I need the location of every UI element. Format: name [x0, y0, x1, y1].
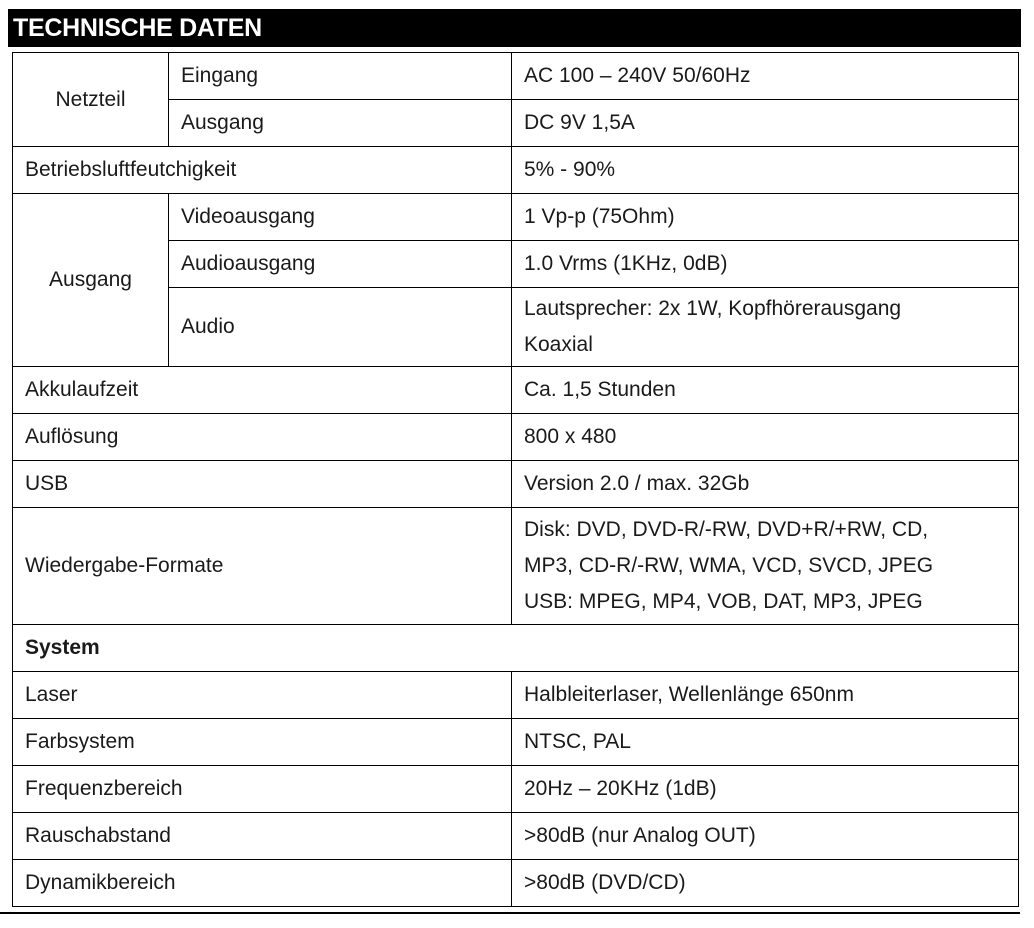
spec-label: USB [13, 461, 512, 508]
table-row [13, 860, 1019, 907]
spec-label: Eingang [169, 53, 512, 100]
spec-label: Akkulaufzeit [13, 367, 512, 414]
value-line: Koaxial [524, 333, 593, 356]
section-title: TECHNISCHE DATEN [13, 14, 262, 42]
value-line: USB: MPEG, MP4, VOB, DAT, MP3, JPEG [524, 590, 923, 613]
section-title-bar [8, 9, 1021, 47]
table-row [13, 508, 1019, 625]
spec-label: Laser [13, 672, 512, 719]
table-row [13, 147, 1019, 194]
spec-label: Betriebsluftfeutchigkeit [13, 147, 512, 194]
table-row [13, 672, 1019, 719]
spec-value: 1 Vp-p (75Ohm) [512, 194, 1019, 241]
spec-value: NTSC, PAL [512, 719, 1019, 766]
spec-value: 5% - 90% [512, 147, 1019, 194]
spec-value: 1.0 Vrms (1KHz, 0dB) [512, 241, 1019, 288]
value-line: MP3, CD-R/-RW, WMA, VCD, SVCD, JPEG [524, 554, 934, 577]
spec-value: DC 9V 1,5A [512, 100, 1019, 147]
table-row [13, 461, 1019, 508]
spec-label: Rauschabstand [13, 813, 512, 860]
spec-value: Ca. 1,5 Stunden [512, 367, 1019, 414]
spec-value: Halbleiterlaser, Wellenlänge 650nm [512, 672, 1019, 719]
spec-value: 20Hz – 20KHz (1dB) [512, 766, 1019, 813]
value-line: Disk: DVD, DVD-R/-RW, DVD+R/+RW, CD, [524, 518, 929, 541]
spec-label: Dynamikbereich [13, 860, 512, 907]
table-row [13, 625, 1019, 672]
table-row [13, 766, 1019, 813]
spec-label: Wiedergabe-Formate [13, 508, 512, 625]
spec-table [12, 52, 1018, 907]
bottom-divider [0, 912, 1020, 914]
spec-label: Auflösung [13, 414, 512, 461]
table-row [13, 813, 1019, 860]
spec-value: >80dB (nur Analog OUT) [512, 813, 1019, 860]
spec-value [512, 508, 1019, 625]
table-row [13, 194, 1019, 241]
spec-label: Audio [169, 288, 512, 367]
spec-label: Frequenzbereich [13, 766, 512, 813]
spec-label: Ausgang [169, 100, 512, 147]
group-label-ausgang: Ausgang [13, 194, 169, 367]
value-line: Lautsprecher: 2x 1W, Kopfhörerausgang [524, 297, 902, 320]
spec-value: AC 100 – 240V 50/60Hz [512, 53, 1019, 100]
group-label-netzteil: Netzteil [13, 53, 169, 147]
spec-label: Videoausgang [169, 194, 512, 241]
spec-value: Version 2.0 / max. 32Gb [512, 461, 1019, 508]
spec-value [512, 288, 1019, 367]
table-row [13, 53, 1019, 100]
spec-value: 800 x 480 [512, 414, 1019, 461]
section-header-system: System [13, 625, 1019, 672]
spec-label: Farbsystem [13, 719, 512, 766]
spec-value: >80dB (DVD/CD) [512, 860, 1019, 907]
table-row [13, 719, 1019, 766]
table-row [13, 414, 1019, 461]
table-row [13, 367, 1019, 414]
spec-label: Audioausgang [169, 241, 512, 288]
